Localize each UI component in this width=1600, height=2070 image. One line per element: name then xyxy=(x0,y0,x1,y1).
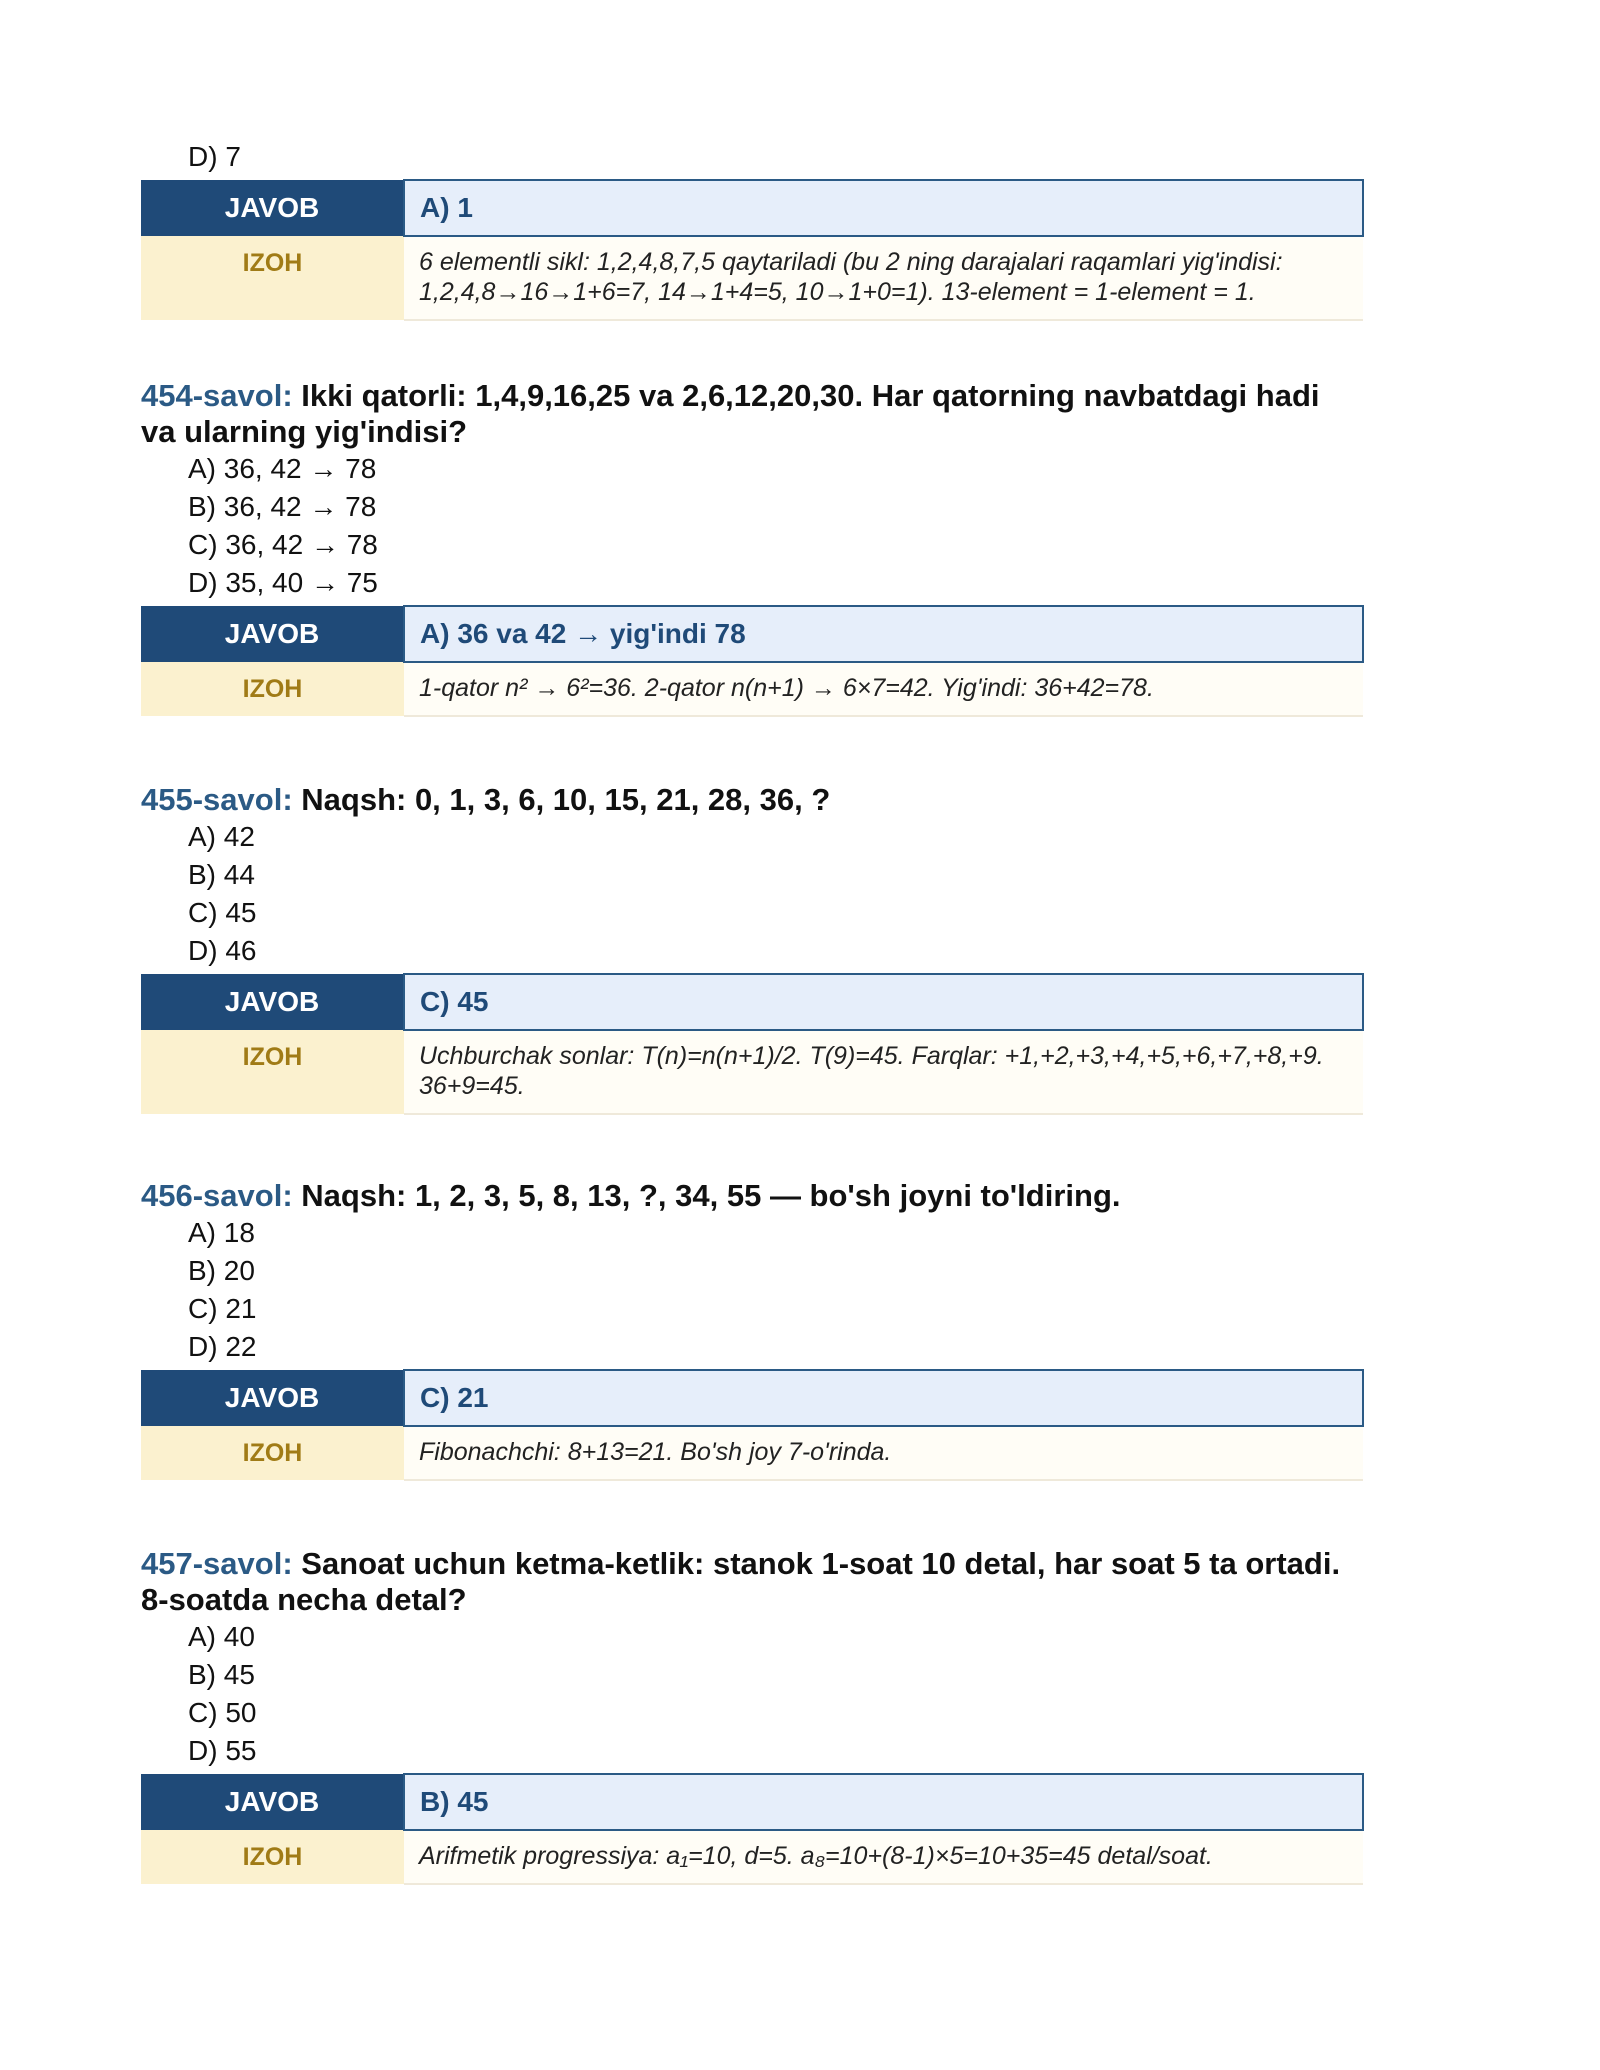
option-a: A) 42 xyxy=(188,821,255,852)
question-number: 454-savol: xyxy=(141,378,293,413)
izoh-value: Arifmetik progressiya: a₁=10, d=5. a₈=10+(8-1)×5=10+35=45 detal/soat. xyxy=(404,1830,1363,1884)
izoh-label: IZOH xyxy=(141,1426,404,1480)
izoh-label: IZOH xyxy=(141,236,404,320)
option-a: A) 18 xyxy=(188,1217,255,1248)
option-d: D) 46 xyxy=(188,935,257,966)
answer-table xyxy=(141,179,1364,321)
option-d: D) 35, 40 → 75 xyxy=(188,567,378,598)
izoh-label: IZOH xyxy=(141,1830,404,1884)
javob-label: JAVOB xyxy=(141,1774,404,1830)
question-number: 457-savol: xyxy=(141,1546,293,1581)
option-c: C) 21 xyxy=(188,1293,257,1324)
question-title xyxy=(141,782,1361,818)
answer-table xyxy=(141,973,1364,1115)
question-text: Sanoat uchun ketma-ketlik: stanok 1-soat 10 detal, har soat 5 ta ortadi. 8-soatda necha detal? xyxy=(141,1546,1341,1617)
javob-value: A) 1 xyxy=(404,180,1363,236)
izoh-label: IZOH xyxy=(141,662,404,716)
question-title xyxy=(141,1546,1361,1618)
question-text: Naqsh: 1, 2, 3, 5, 8, 13, ?, 34, 55 — bo'sh joyni to'ldiring. xyxy=(301,1178,1121,1213)
prev-question-tail xyxy=(141,138,1361,321)
question-456 xyxy=(141,1178,1361,1481)
option-d: D) 7 xyxy=(188,141,241,172)
option-a: A) 40 xyxy=(188,1621,255,1652)
javob-value: B) 45 xyxy=(404,1774,1363,1830)
izoh-label: IZOH xyxy=(141,1030,404,1114)
izoh-value: 1-qator n² → 6²=36. 2-qator n(n+1) → 6×7=42. Yig'indi: 36+42=78. xyxy=(404,662,1363,716)
javob-label: JAVOB xyxy=(141,606,404,662)
question-457 xyxy=(141,1546,1361,1885)
option-b: B) 20 xyxy=(188,1255,255,1286)
option-c: C) 36, 42 → 78 xyxy=(188,529,378,560)
question-text: Naqsh: 0, 1, 3, 6, 10, 15, 21, 28, 36, ? xyxy=(301,782,831,817)
option-d: D) 22 xyxy=(188,1331,257,1362)
question-title xyxy=(141,1178,1361,1214)
option-b: B) 45 xyxy=(188,1659,255,1690)
option-b: B) 44 xyxy=(188,859,255,890)
izoh-value: Uchburchak sonlar: T(n)=n(n+1)/2. T(9)=45. Farqlar: +1,+2,+3,+4,+5,+6,+7,+8,+9. 36+9=45. xyxy=(404,1030,1363,1114)
izoh-value: 6 elementli sikl: 1,2,4,8,7,5 qaytariladi (bu 2 ning darajalari raqamlari yig'indisi: 1,2,4,8→16→1+6=7, 14→1+4=5, 10→1+0=1). 13-element = 1-element = 1. xyxy=(404,236,1363,320)
javob-value: A) 36 va 42 → yig'indi 78 xyxy=(404,606,1363,662)
answer-table xyxy=(141,1369,1364,1481)
javob-label: JAVOB xyxy=(141,1370,404,1426)
izoh-value: Fibonachchi: 8+13=21. Bo'sh joy 7-o'rinda. xyxy=(404,1426,1363,1480)
option-c: C) 50 xyxy=(188,1697,257,1728)
question-455 xyxy=(141,782,1361,1115)
answer-table xyxy=(141,605,1364,717)
option-b: B) 36, 42 → 78 xyxy=(188,491,377,522)
question-text: Ikki qatorli: 1,4,9,16,25 va 2,6,12,20,30. Har qatorning navbatdagi hadi va ularning yig'indisi? xyxy=(141,378,1320,449)
option-d: D) 55 xyxy=(188,1735,257,1766)
option-a: A) 36, 42 → 78 xyxy=(188,453,377,484)
javob-value: C) 21 xyxy=(404,1370,1363,1426)
javob-label: JAVOB xyxy=(141,180,404,236)
question-number: 456-savol: xyxy=(141,1178,293,1213)
question-number: 455-savol: xyxy=(141,782,293,817)
question-454 xyxy=(141,378,1361,717)
javob-label: JAVOB xyxy=(141,974,404,1030)
javob-value: C) 45 xyxy=(404,974,1363,1030)
question-title xyxy=(141,378,1361,450)
option-c: C) 45 xyxy=(188,897,257,928)
answer-table xyxy=(141,1773,1364,1885)
